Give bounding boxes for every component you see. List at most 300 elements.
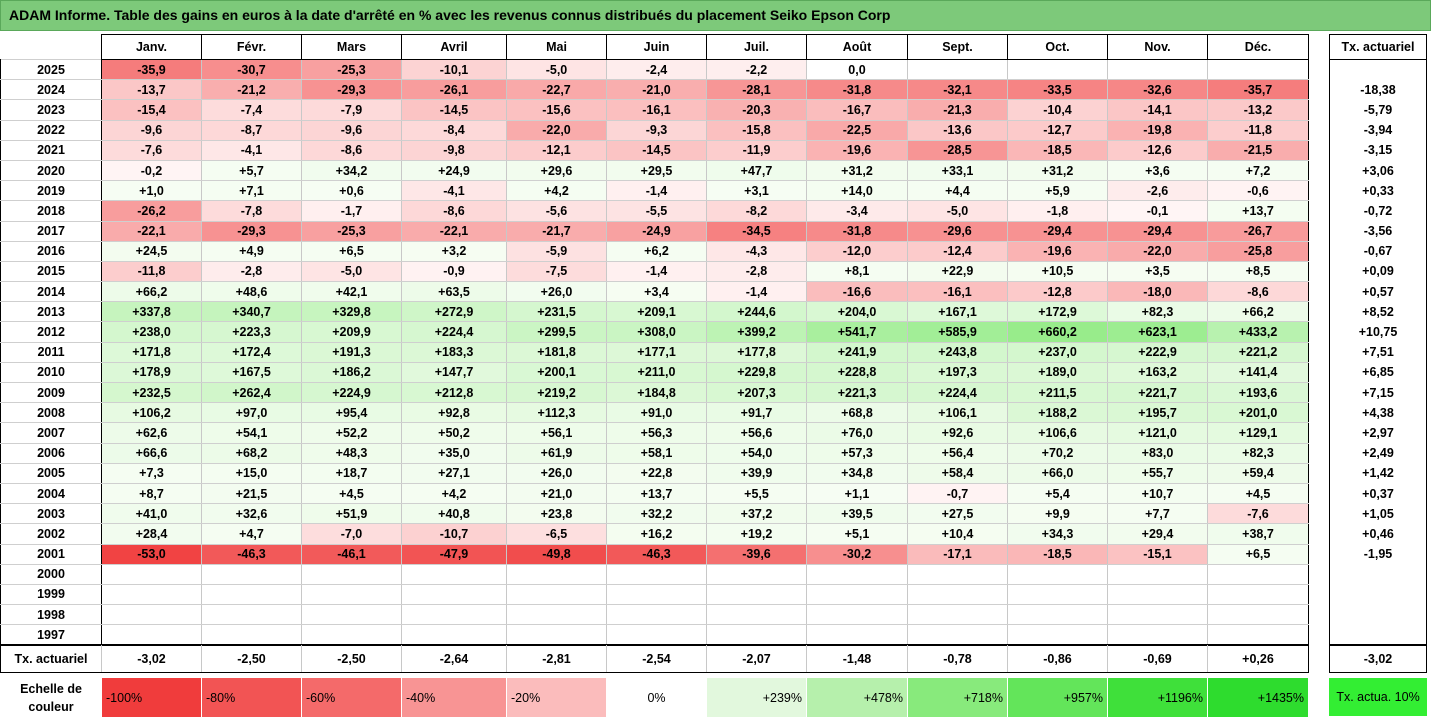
annual-rate-cell: -1,95 [1330, 544, 1427, 564]
annual-rate-cell [1330, 60, 1427, 80]
report-title: ADAM Informe. Table des gains en euros à la date d'arrêté en % avec les revenus connus distribués du placement Seiko Epson Corp [0, 0, 1431, 31]
gain-cell [302, 625, 402, 645]
color-scale-label: Echelle de couleur [1, 678, 102, 718]
gain-cell: +231,5 [507, 302, 607, 322]
year-row [1, 322, 1309, 342]
annual-rate-cell: +0,57 [1330, 282, 1427, 302]
month-header: Janv. [102, 35, 202, 60]
gain-cell: +39,5 [807, 504, 908, 524]
gain-cell: +197,3 [908, 362, 1008, 382]
gain-cell: -11,9 [707, 140, 807, 160]
year-row [1, 181, 1309, 201]
gain-cell: -15,4 [102, 100, 202, 120]
gain-cell: +50,2 [402, 423, 507, 443]
gain-cell [102, 605, 202, 625]
gain-cell: +24,9 [402, 160, 507, 180]
gain-cell: +106,1 [908, 403, 1008, 423]
color-scale-step: -80% [202, 678, 302, 718]
color-scale-step: -40% [402, 678, 507, 718]
annual-rate-cell: +0,33 [1330, 181, 1427, 201]
gain-cell: +56,3 [607, 423, 707, 443]
gain-cell: -1,8 [1008, 201, 1108, 221]
year-row [1, 605, 1309, 625]
gain-cell [1008, 584, 1108, 604]
year-label: 2023 [1, 100, 102, 120]
gain-cell: -8,6 [1208, 282, 1309, 302]
actuarial-scale-table [1329, 678, 1427, 716]
gain-cell: -26,7 [1208, 221, 1309, 241]
gain-cell [807, 584, 908, 604]
gain-cell: -2,6 [1108, 181, 1208, 201]
gain-cell: -25,8 [1208, 241, 1309, 261]
gain-cell: +5,5 [707, 483, 807, 503]
gain-cell [1208, 564, 1309, 584]
year-label: 2015 [1, 261, 102, 281]
gain-cell: +5,4 [1008, 483, 1108, 503]
year-label: 2008 [1, 403, 102, 423]
gain-cell: +8,7 [102, 483, 202, 503]
gain-cell: -46,3 [202, 544, 302, 564]
gain-cell: +82,3 [1208, 443, 1309, 463]
year-row [1, 362, 1309, 382]
gain-cell: +31,2 [1008, 160, 1108, 180]
gain-cell: +29,6 [507, 160, 607, 180]
gain-cell: -35,7 [1208, 80, 1309, 100]
gain-cell: +56,6 [707, 423, 807, 443]
annual-rate-cell: -0,72 [1330, 201, 1427, 221]
annual-rate-cell: -3,56 [1330, 221, 1427, 241]
gain-cell: -15,1 [1108, 544, 1208, 564]
gain-cell: -34,5 [707, 221, 807, 241]
color-scale-step: -100% [102, 678, 202, 718]
year-row [1, 383, 1309, 403]
gain-cell: +23,8 [507, 504, 607, 524]
gain-cell: -18,5 [1008, 544, 1108, 564]
year-row [1, 140, 1309, 160]
gain-cell: +7,1 [202, 181, 302, 201]
gain-cell: +1,0 [102, 181, 202, 201]
month-header: Mai [507, 35, 607, 60]
gain-cell [1008, 564, 1108, 584]
gain-cell: +18,7 [302, 463, 402, 483]
gain-cell: +221,3 [807, 383, 908, 403]
gain-cell: -1,4 [607, 181, 707, 201]
gain-cell: -16,7 [807, 100, 908, 120]
actuarial-rate-column [1329, 34, 1427, 645]
gain-cell: -16,1 [908, 282, 1008, 302]
gain-cell [507, 584, 607, 604]
year-row [1, 544, 1309, 564]
year-row [1, 120, 1309, 140]
gain-cell: -22,1 [102, 221, 202, 241]
gain-cell: -10,7 [402, 524, 507, 544]
year-label: 2013 [1, 302, 102, 322]
gain-cell: -25,3 [302, 60, 402, 80]
gain-cell: -21,5 [1208, 140, 1309, 160]
gain-cell: +3,6 [1108, 160, 1208, 180]
color-scale-step: +1435% [1208, 678, 1309, 718]
gain-cell: +211,5 [1008, 383, 1108, 403]
gain-cell [607, 605, 707, 625]
gain-cell: +193,6 [1208, 383, 1309, 403]
year-label: 2010 [1, 362, 102, 382]
gain-cell [202, 625, 302, 645]
gain-cell: +6,5 [302, 241, 402, 261]
gain-cell: +337,8 [102, 302, 202, 322]
gain-cell: -29,4 [1008, 221, 1108, 241]
gain-cell: -5,0 [302, 261, 402, 281]
monthly-rate-cell: -2,50 [202, 646, 302, 673]
gain-cell [607, 625, 707, 645]
gain-cell [707, 564, 807, 584]
gain-cell [1108, 584, 1208, 604]
gain-cell: +229,8 [707, 362, 807, 382]
gain-cell: +184,8 [607, 383, 707, 403]
annual-rate-cell: -18,38 [1330, 80, 1427, 100]
annual-rate-cell [1330, 564, 1427, 584]
year-label: 2020 [1, 160, 102, 180]
gain-cell: +399,2 [707, 322, 807, 342]
gain-cell: -7,5 [507, 261, 607, 281]
gain-cell: 0,0 [807, 60, 908, 80]
gain-cell [507, 605, 607, 625]
gain-cell: +244,6 [707, 302, 807, 322]
gain-cell: -29,6 [908, 221, 1008, 241]
monthly-rate-cell: -2,07 [707, 646, 807, 673]
gain-cell: +31,2 [807, 160, 908, 180]
gain-cell: +91,0 [607, 403, 707, 423]
gain-cell: +121,0 [1108, 423, 1208, 443]
gain-cell: +54,1 [202, 423, 302, 443]
gain-cell: -35,9 [102, 60, 202, 80]
color-scale-step: -60% [302, 678, 402, 718]
gain-cell: +22,9 [908, 261, 1008, 281]
year-label: 2009 [1, 383, 102, 403]
gain-cell: +27,1 [402, 463, 507, 483]
year-label: 2019 [1, 181, 102, 201]
gain-cell: +34,3 [1008, 524, 1108, 544]
annual-rate-cell: -0,67 [1330, 241, 1427, 261]
gain-cell: +92,6 [908, 423, 1008, 443]
year-label: 2000 [1, 564, 102, 584]
gain-cell: -25,3 [302, 221, 402, 241]
year-label: 2025 [1, 60, 102, 80]
gain-cell: -1,4 [707, 282, 807, 302]
gain-cell: -5,9 [507, 241, 607, 261]
gain-cell: -15,6 [507, 100, 607, 120]
gain-cell: +63,5 [402, 282, 507, 302]
gain-cell: -11,8 [1208, 120, 1309, 140]
month-header: Mars [302, 35, 402, 60]
gain-cell: +19,2 [707, 524, 807, 544]
gain-cell: -10,4 [1008, 100, 1108, 120]
gain-cell: +1,1 [807, 483, 908, 503]
year-row [1, 201, 1309, 221]
gain-cell: +58,4 [908, 463, 1008, 483]
gain-cell: +238,0 [102, 322, 202, 342]
year-label: 2002 [1, 524, 102, 544]
gain-cell [607, 584, 707, 604]
gain-cell: +14,0 [807, 181, 908, 201]
gain-cell: -30,7 [202, 60, 302, 80]
gain-cell: -20,3 [707, 100, 807, 120]
annual-rate-cell: +0,09 [1330, 261, 1427, 281]
gain-cell: +26,0 [507, 282, 607, 302]
gain-cell: +91,7 [707, 403, 807, 423]
annual-rate-cell: +3,06 [1330, 160, 1427, 180]
gain-cell: +211,0 [607, 362, 707, 382]
gain-cell: +41,0 [102, 504, 202, 524]
gain-cell [402, 584, 507, 604]
gain-cell: -22,0 [1108, 241, 1208, 261]
gain-cell: +5,9 [1008, 181, 1108, 201]
gain-cell: +147,7 [402, 362, 507, 382]
gain-cell: -16,1 [607, 100, 707, 120]
gain-cell: +219,2 [507, 383, 607, 403]
gain-cell: -13,2 [1208, 100, 1309, 120]
gain-cell: +54,0 [707, 443, 807, 463]
gain-cell: -21,2 [202, 80, 302, 100]
year-row [1, 100, 1309, 120]
gain-cell: -30,2 [807, 544, 908, 564]
gain-cell: +8,5 [1208, 261, 1309, 281]
gain-cell: +228,8 [807, 362, 908, 382]
gain-cell: +40,8 [402, 504, 507, 524]
gain-cell: +223,3 [202, 322, 302, 342]
gain-cell: +66,6 [102, 443, 202, 463]
gain-cell: -0,1 [1108, 201, 1208, 221]
gain-cell: +82,3 [1108, 302, 1208, 322]
monthly-rate-cell: -0,69 [1108, 646, 1208, 673]
year-row [1, 423, 1309, 443]
year-label: 2001 [1, 544, 102, 564]
gain-cell: -3,4 [807, 201, 908, 221]
year-label: 2003 [1, 504, 102, 524]
gain-cell: +97,0 [202, 403, 302, 423]
year-label: 1999 [1, 584, 102, 604]
gain-cell: -32,6 [1108, 80, 1208, 100]
gain-cell [1108, 605, 1208, 625]
month-header: Juil. [707, 35, 807, 60]
overall-rate: -3,02 [1330, 646, 1427, 673]
gain-cell: -12,6 [1108, 140, 1208, 160]
gain-cell: +47,7 [707, 160, 807, 180]
gain-cell: +68,8 [807, 403, 908, 423]
corner-cell [1, 35, 102, 60]
gain-cell [1008, 60, 1108, 80]
gain-cell: +39,9 [707, 463, 807, 483]
gain-cell: -1,4 [607, 261, 707, 281]
gain-cell: -21,0 [607, 80, 707, 100]
gain-cell: -28,5 [908, 140, 1008, 160]
gain-cell: +433,2 [1208, 322, 1309, 342]
gain-cell: +4,4 [908, 181, 1008, 201]
gain-cell: -29,3 [302, 80, 402, 100]
gain-cell [507, 625, 607, 645]
annual-rate-cell: +1,05 [1330, 504, 1427, 524]
gain-cell: -49,8 [507, 544, 607, 564]
year-label: 2022 [1, 120, 102, 140]
gain-cell: +183,3 [402, 342, 507, 362]
annual-rate-cell: -3,94 [1330, 120, 1427, 140]
gain-cell [1208, 605, 1309, 625]
gain-cell [807, 625, 908, 645]
gain-cell: +10,7 [1108, 483, 1208, 503]
gain-cell: +224,9 [302, 383, 402, 403]
gain-cell: +201,0 [1208, 403, 1309, 423]
gain-cell: -7,0 [302, 524, 402, 544]
gain-cell [402, 605, 507, 625]
gain-cell [402, 564, 507, 584]
gain-cell: +42,1 [302, 282, 402, 302]
gain-cell: +92,8 [402, 403, 507, 423]
gain-cell: +4,2 [507, 181, 607, 201]
gain-cell: +4,5 [302, 483, 402, 503]
year-row [1, 241, 1309, 261]
gain-cell: -12,8 [1008, 282, 1108, 302]
actuarial-rate-header: Tx. actuariel [1330, 35, 1427, 60]
gain-cell: -12,4 [908, 241, 1008, 261]
gain-cell: -26,1 [402, 80, 507, 100]
monthly-rate-cell: -2,81 [507, 646, 607, 673]
gain-cell: -2,8 [707, 261, 807, 281]
year-label: 2004 [1, 483, 102, 503]
gain-cell: -39,6 [707, 544, 807, 564]
gain-cell: +22,8 [607, 463, 707, 483]
year-row [1, 584, 1309, 604]
gain-cell: +10,4 [908, 524, 1008, 544]
gain-cell: -22,7 [507, 80, 607, 100]
gain-cell: +13,7 [1208, 201, 1309, 221]
month-header: Févr. [202, 35, 302, 60]
gain-cell: -26,2 [102, 201, 202, 221]
gain-cell: +58,1 [607, 443, 707, 463]
year-label: 2014 [1, 282, 102, 302]
gain-cell [1108, 564, 1208, 584]
gain-cell: +329,8 [302, 302, 402, 322]
gain-cell: +68,2 [202, 443, 302, 463]
gain-cell [1008, 625, 1108, 645]
gain-cell [1208, 60, 1309, 80]
annual-rate-cell: -3,15 [1330, 140, 1427, 160]
gain-cell: -9,6 [102, 120, 202, 140]
gain-cell [1108, 625, 1208, 645]
gain-cell: +209,9 [302, 322, 402, 342]
year-row [1, 282, 1309, 302]
annual-rate-cell: +0,37 [1330, 483, 1427, 503]
gain-cell: +61,9 [507, 443, 607, 463]
gain-cell: +28,4 [102, 524, 202, 544]
gain-cell: +33,1 [908, 160, 1008, 180]
monthly-rate-cell: -2,64 [402, 646, 507, 673]
gain-cell: +51,9 [302, 504, 402, 524]
gain-cell: +172,9 [1008, 302, 1108, 322]
gain-cell: -7,8 [202, 201, 302, 221]
gain-cell: +232,5 [102, 383, 202, 403]
gain-cell [302, 564, 402, 584]
gain-cell [302, 584, 402, 604]
gain-cell: +129,1 [1208, 423, 1309, 443]
year-label: 2024 [1, 80, 102, 100]
gain-cell [908, 584, 1008, 604]
gain-cell: +34,8 [807, 463, 908, 483]
gain-cell: -19,6 [807, 140, 908, 160]
gain-cell: +66,2 [102, 282, 202, 302]
gain-cell: +27,5 [908, 504, 1008, 524]
gain-cell [102, 625, 202, 645]
gain-cell: +299,5 [507, 322, 607, 342]
gain-cell: -22,5 [807, 120, 908, 140]
gain-cell: -28,1 [707, 80, 807, 100]
gain-cell: -14,1 [1108, 100, 1208, 120]
color-scale-step: +718% [908, 678, 1008, 718]
gain-cell [908, 564, 1008, 584]
gain-cell: -7,4 [202, 100, 302, 120]
gain-cell: -4,1 [402, 181, 507, 201]
gain-cell [202, 564, 302, 584]
gain-cell: +204,0 [807, 302, 908, 322]
gain-cell: +9,9 [1008, 504, 1108, 524]
gain-cell: -14,5 [607, 140, 707, 160]
gain-cell: -12,1 [507, 140, 607, 160]
gain-cell: -46,1 [302, 544, 402, 564]
gain-cell: +34,2 [302, 160, 402, 180]
gain-cell: +8,1 [807, 261, 908, 281]
gain-cell: -33,5 [1008, 80, 1108, 100]
gain-cell: +76,0 [807, 423, 908, 443]
gain-cell: -7,9 [302, 100, 402, 120]
gain-cell: +189,0 [1008, 362, 1108, 382]
gain-cell: +224,4 [402, 322, 507, 342]
gain-cell: -1,7 [302, 201, 402, 221]
gain-cell: -4,1 [202, 140, 302, 160]
year-label: 2016 [1, 241, 102, 261]
gain-cell: -2,8 [202, 261, 302, 281]
color-scale-step: -20% [507, 678, 607, 718]
gain-cell: -21,3 [908, 100, 1008, 120]
gain-cell: +106,6 [1008, 423, 1108, 443]
year-row [1, 261, 1309, 281]
gain-cell: +7,3 [102, 463, 202, 483]
year-row [1, 403, 1309, 423]
gain-cell: +181,8 [507, 342, 607, 362]
gain-cell: +5,1 [807, 524, 908, 544]
gain-cell [707, 584, 807, 604]
gain-cell: -24,9 [607, 221, 707, 241]
gain-cell: -12,7 [1008, 120, 1108, 140]
gain-cell: -4,3 [707, 241, 807, 261]
gain-cell: -13,7 [102, 80, 202, 100]
gain-cell: +24,5 [102, 241, 202, 261]
gain-cell: +112,3 [507, 403, 607, 423]
gain-cell: +5,7 [202, 160, 302, 180]
monthly-rate-cell: -1,48 [807, 646, 908, 673]
gain-cell: -2,2 [707, 60, 807, 80]
gain-cell: -2,4 [607, 60, 707, 80]
gain-cell: -10,1 [402, 60, 507, 80]
month-header: Nov. [1108, 35, 1208, 60]
gain-cell: +212,8 [402, 383, 507, 403]
overall-rate-table [1329, 645, 1427, 673]
gain-cell [1208, 625, 1309, 645]
color-scale-step: +957% [1008, 678, 1108, 718]
year-row [1, 60, 1309, 80]
gain-cell [102, 584, 202, 604]
gain-cell: +3,2 [402, 241, 507, 261]
gain-cell: +221,7 [1108, 383, 1208, 403]
gain-cell: -19,6 [1008, 241, 1108, 261]
year-row [1, 564, 1309, 584]
